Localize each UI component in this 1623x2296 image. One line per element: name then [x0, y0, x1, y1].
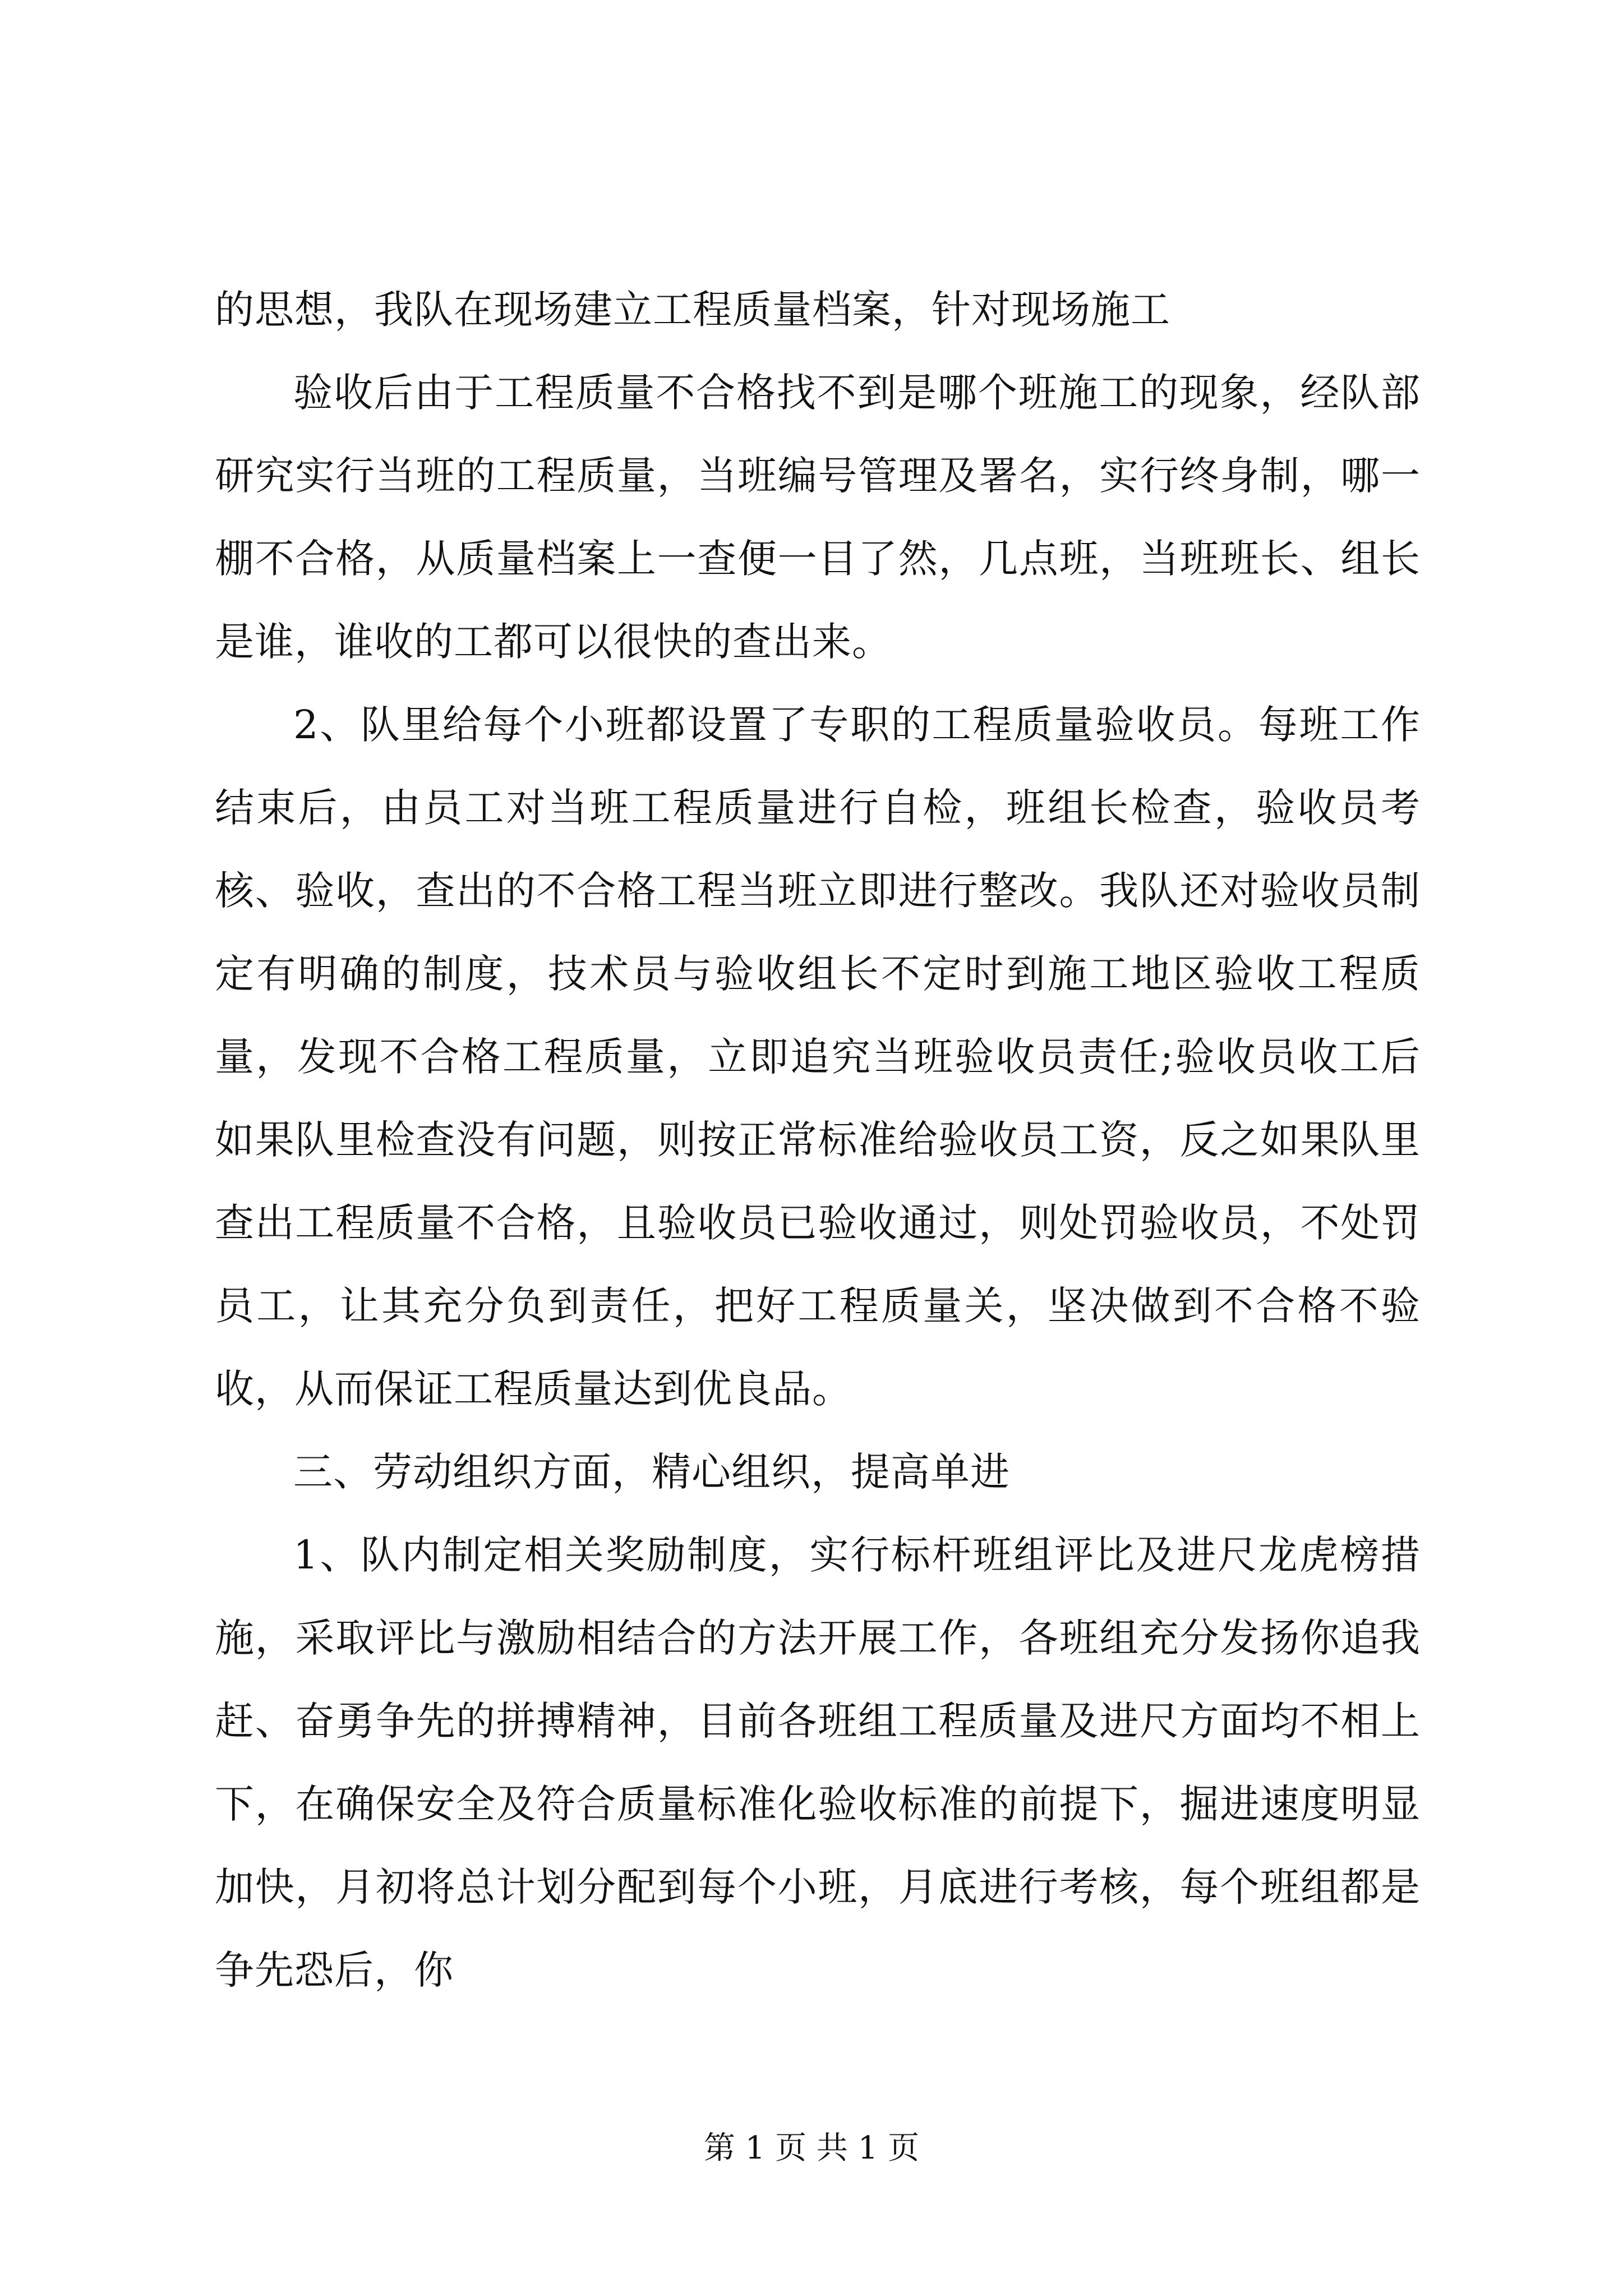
paragraph-3: 2、队里给每个小班都设置了专职的工程质量验收员。每班工作结束后，由员工对当班工程质量进行自检，班组长检查，验收员考核、验收，查出的不合格工程当班立即进行整改。我队还对验收员制定有明确的制度，技术员与验收组长不定时到施工地区验收工程质量，发现不合格工程质量，立即追究当班验收员责任;验收员收工后如果队里检查没有问题，则按正常标准给验收员工资，反之如果队里查出工程质量不合格，且验收员已验收通过，则处罚验收员，不处罚员工，让其充分负到责任，把好工程质量关，坚决做到不合格不验收，从而保证工程质量达到优良品。 [215, 702, 1421, 1412]
document-body [215, 268, 1421, 2012]
page-footer: 第 1 页 共 1 页 [703, 2130, 920, 2166]
section-heading-3: 三、劳动组织方面，精心组织，提高单进 [293, 1449, 1010, 1495]
paragraph-1: 的思想，我队在现场建立工程质量档案，针对现场施工 [215, 287, 1170, 333]
paragraph-5: 1、队内制定相关奖励制度，实行标杆班组评比及进尺龙虎榜措施，采取评比与激励相结合的方法开展工作，各班组充分发扬你追我赶、奋勇争先的拼搏精神，目前各班组工程质量及进尺方面均不相上下，在确保安全及符合质量标准化验收标准的前提下，掘进速度明显加快，月初将总计划分配到每个小班，月底进行考核，每个班组都是争先恐后，你 [215, 1532, 1421, 1993]
paragraph-2: 验收后由于工程质量不合格找不到是哪个班施工的现象，经队部研究实行当班的工程质量，当班编号管理及署名，实行终身制，哪一棚不合格，从质量档案上一查便一目了然，几点班，当班班长、组长是谁，谁收的工都可以很快的查出来。 [215, 370, 1421, 665]
